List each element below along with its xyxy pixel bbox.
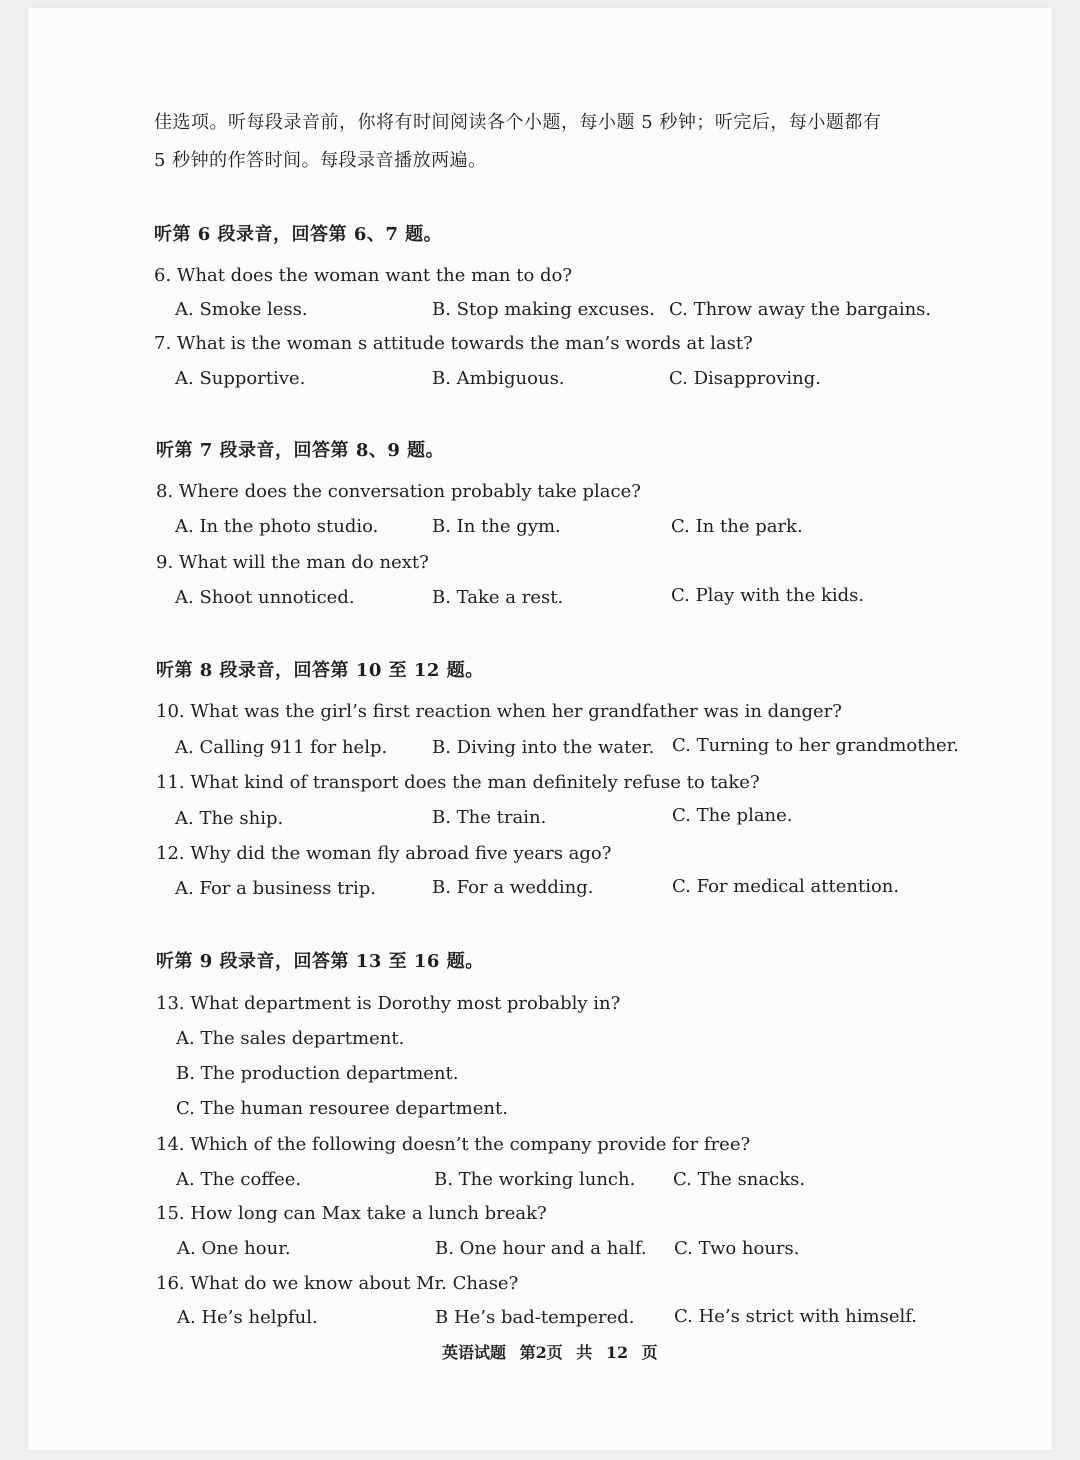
question-6-option-b: B. Stop making excuses. [432, 299, 655, 320]
question-10-option-a: A. Calling 911 for help. [175, 737, 388, 758]
question-12: 12. Why did the woman fly abroad five years ago? [156, 843, 612, 864]
question-16-option-c: C. He’s strict with himself. [674, 1306, 917, 1327]
question-13-option-c: C. The human resouree department. [176, 1098, 508, 1119]
question-6-option-c: C. Throw away the bargains. [669, 299, 932, 320]
question-10-option-b: B. Diving into the water. [432, 737, 655, 758]
question-12-option-c: C. For medical attention. [672, 876, 900, 897]
question-11: 11. What kind of transport does the man definitely refuse to take? [156, 772, 760, 793]
intro-line-2: 5 秒钟的作答时间。每段录音播放两遍。 [154, 150, 487, 171]
question-12-option-a: A. For a business trip. [175, 878, 376, 899]
question-14-option-b: B. The working lunch. [434, 1169, 636, 1190]
question-15-option-b: B. One hour and a half. [435, 1238, 647, 1259]
question-11-option-c: C. The plane. [672, 805, 793, 826]
question-13-option-a: A. The sales department. [176, 1028, 405, 1049]
intro-line-1: 佳选项。听每段录音前，你将有时间阅读各个小题，每小题 5 秒钟；听完后，每小题都有 [154, 112, 882, 133]
question-15-option-a: A. One hour. [177, 1238, 291, 1259]
question-7-option-c: C. Disapproving. [669, 368, 821, 389]
question-7-option-b: B. Ambiguous. [432, 368, 565, 389]
question-16-option-a: A. He’s helpful. [177, 1307, 318, 1328]
section-heading-6: 听第 6 段录音，回答第 6、7 题。 [154, 224, 443, 245]
question-10: 10. What was the girl’s first reaction when her grandfather was in danger? [156, 701, 842, 722]
question-8-option-b: B. In the gym. [432, 516, 561, 537]
question-13: 13. What department is Dorothy most probably in? [156, 993, 621, 1014]
question-9-option-a: A. Shoot unnoticed. [175, 587, 355, 608]
section-heading-9: 听第 9 段录音，回答第 13 至 16 题。 [156, 951, 484, 972]
question-16-option-b: B He’s bad-tempered. [435, 1307, 635, 1328]
section-heading-8: 听第 8 段录音，回答第 10 至 12 题。 [156, 660, 484, 681]
question-15: 15. How long can Max take a lunch break? [156, 1203, 547, 1224]
question-14-option-c: C. The snacks. [673, 1169, 806, 1190]
question-6: 6. What does the woman want the man to do? [154, 265, 573, 286]
question-8-option-c: C. In the park. [671, 516, 803, 537]
section-heading-7: 听第 7 段录音，回答第 8、9 题。 [156, 440, 445, 461]
question-12-option-b: B. For a wedding. [432, 877, 594, 898]
question-16: 16. What do we know about Mr. Chase? [156, 1273, 519, 1294]
question-13-option-b: B. The production department. [176, 1063, 459, 1084]
question-11-option-a: A. The ship. [175, 808, 284, 829]
question-9-option-c: C. Play with the kids. [671, 585, 865, 606]
question-8-option-a: A. In the photo studio. [175, 516, 379, 537]
question-14: 14. Which of the following doesn’t the company provide for free? [156, 1134, 751, 1155]
question-7: 7. What is the woman s attitude towards the man’s words at last? [154, 333, 753, 354]
question-10-option-c: C. Turning to her grandmother. [672, 735, 960, 756]
question-6-option-a: A. Smoke less. [175, 299, 308, 320]
question-11-option-b: B. The train. [432, 807, 547, 828]
question-14-option-a: A. The coffee. [176, 1169, 302, 1190]
question-8: 8. Where does the conversation probably take place? [156, 481, 641, 502]
page-footer: 英语试题 第2页 共 12 页 [442, 1343, 658, 1362]
question-15-option-c: C. Two hours. [674, 1238, 800, 1259]
question-9-option-b: B. Take a rest. [432, 587, 564, 608]
question-9: 9. What will the man do next? [156, 552, 429, 573]
question-7-option-a: A. Supportive. [175, 368, 306, 389]
